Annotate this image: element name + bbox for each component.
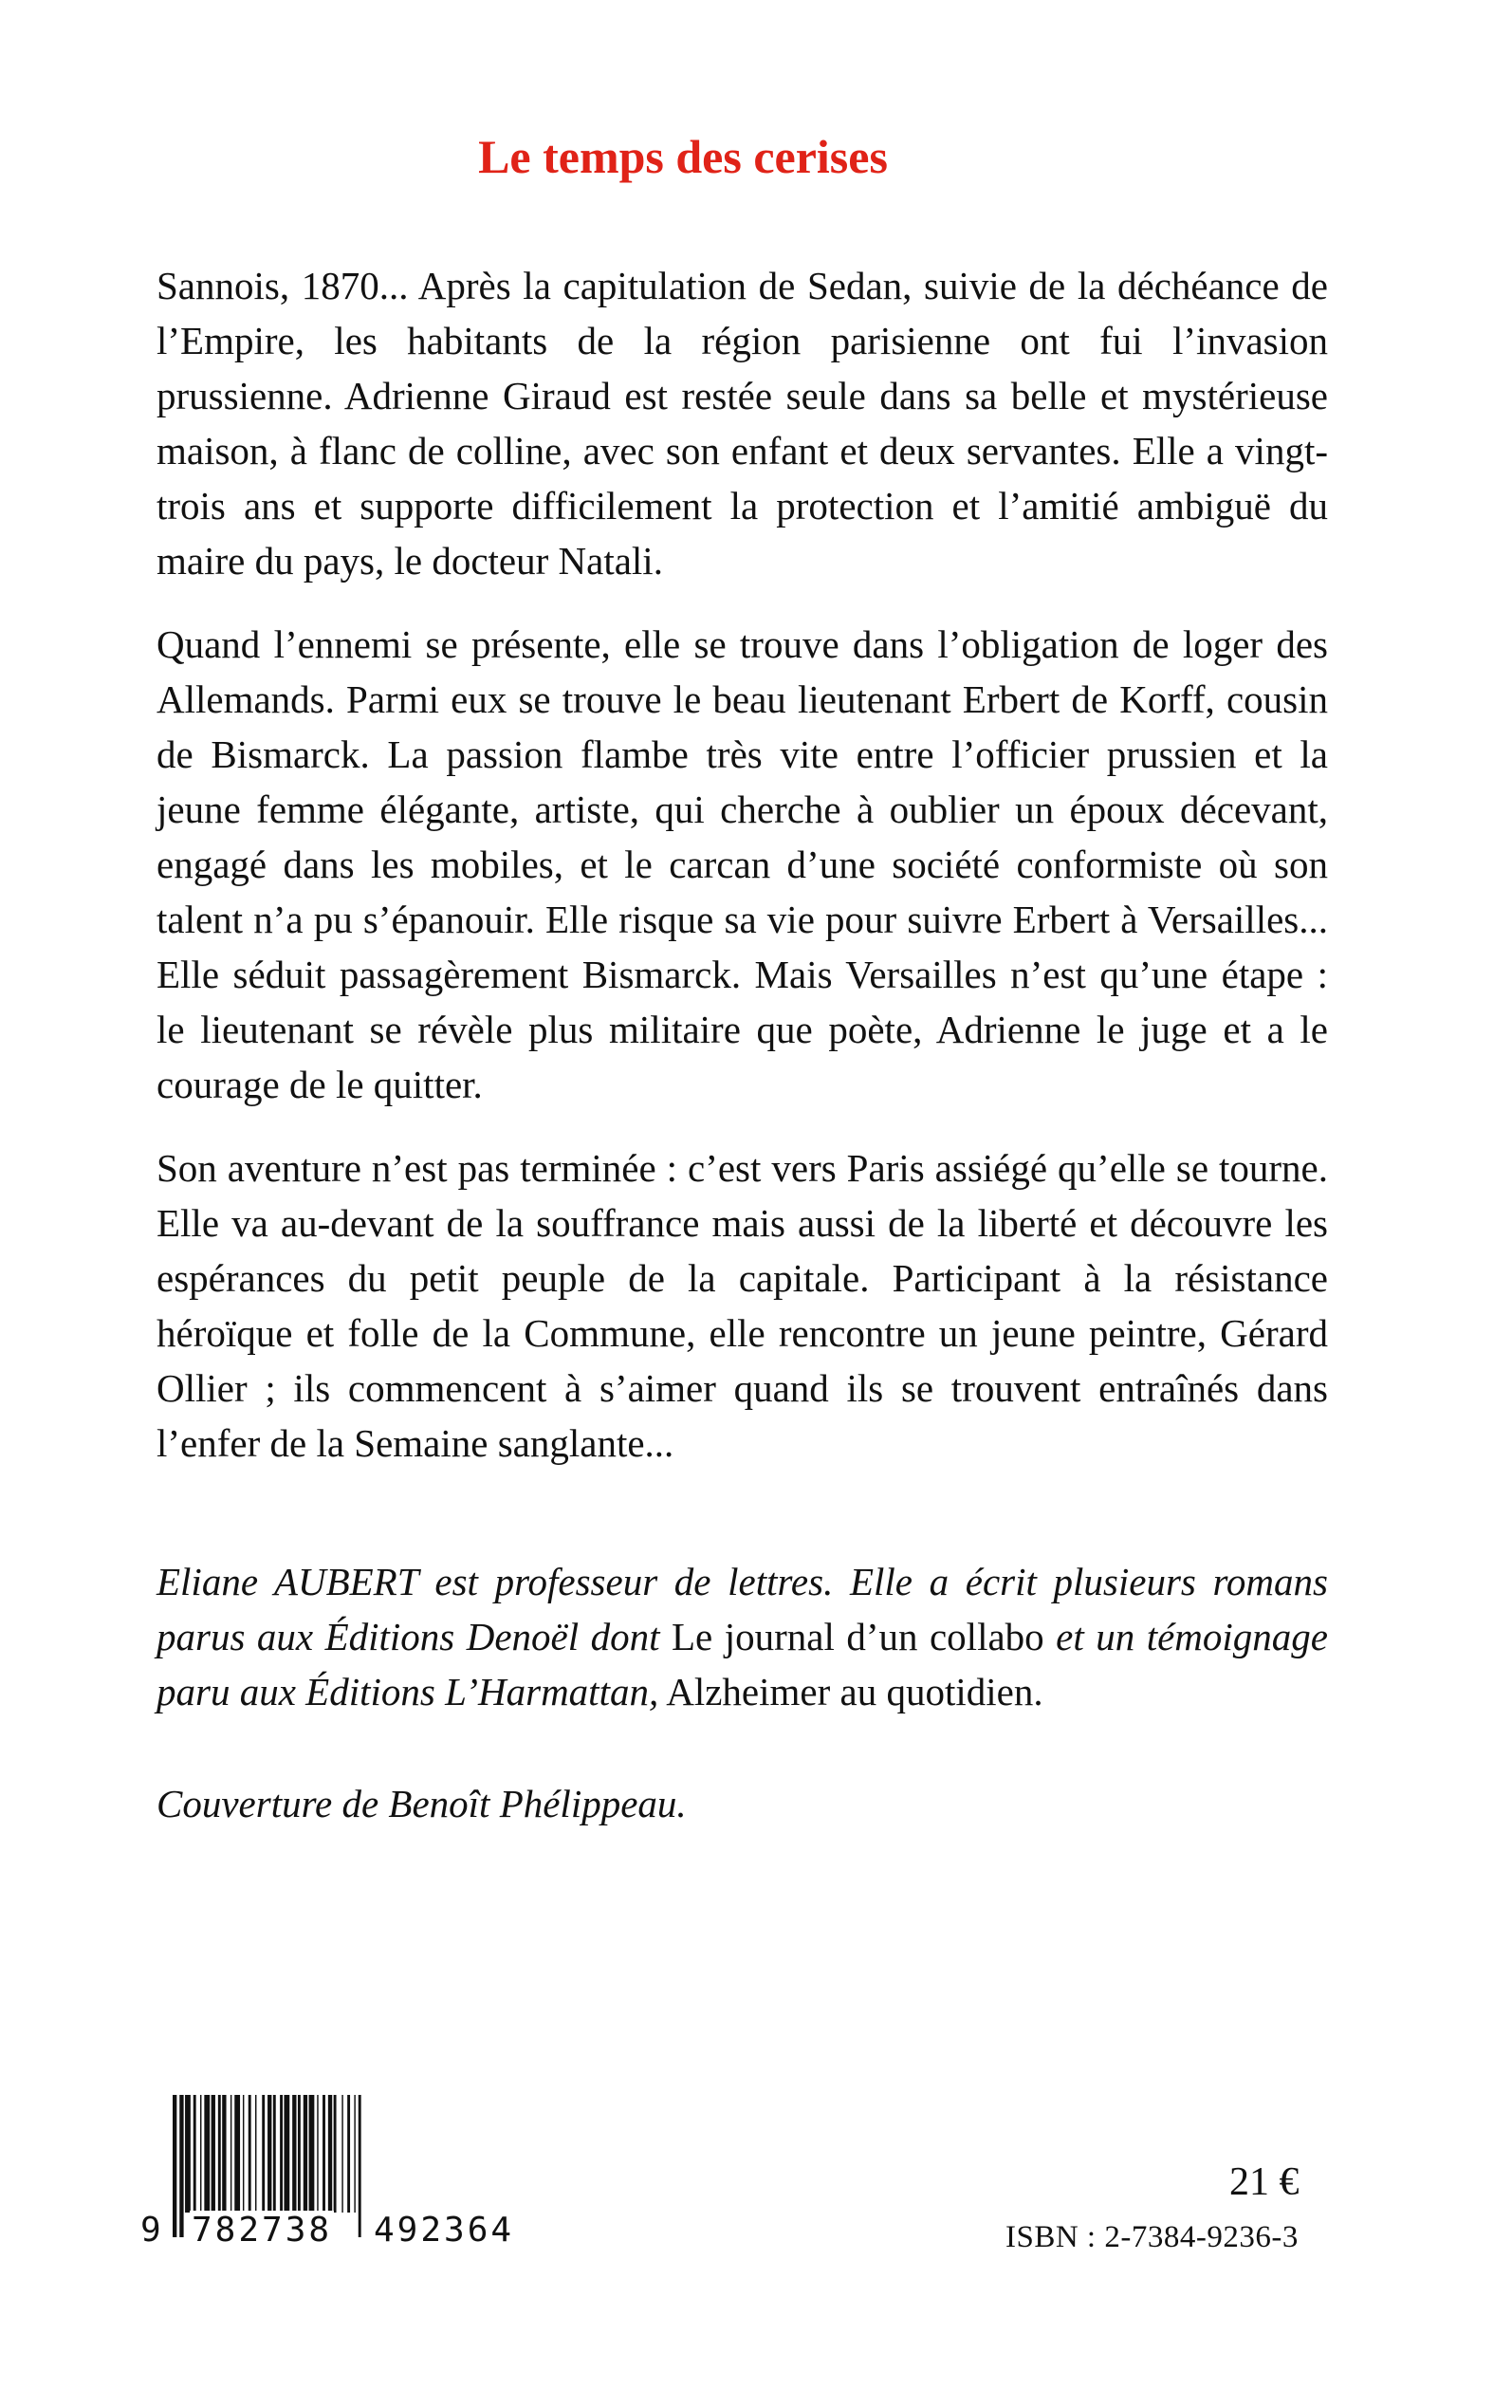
author-note-part1: Eliane AUBERT est professeur de lettres. Elle a écrit plusieurs romans parus aux Éditions Denoël dont [157, 1560, 1328, 1658]
synopsis-paragraph-1: Sannois, 1870... Après la capitulation de Sedan, suivie de la déchéance de l’Empire, les habitants de la région parisienne ont fui l’invasion prussienne. Adrienne Giraud est restée seule dans sa belle et mystérieuse maison, à flanc de colline, avec son enfant et deux servantes. Elle a vingt-trois ans et supporte difficilement la protection et l’amitié ambiguë du maire du pays, le docteur Natali. [157, 264, 1328, 583]
barcode [123, 2095, 541, 2262]
price: 21 € [1229, 2160, 1300, 2204]
author-book-title-2: Alzheimer au quotidien. [666, 1670, 1043, 1713]
barcode-bar [309, 2095, 315, 2213]
barcode-bar [255, 2095, 256, 2213]
author-note-part2: et un témoignage paru aux Éditions L’Harmattan, [157, 1615, 1328, 1713]
barcode-group-1: 782738 [192, 2211, 333, 2250]
synopsis-paragraph-3: Son aventure n’est pas terminée : c’est vers Paris assiégé qu’elle se tourne. Elle va au-devant de la souffrance mais aussi de la liberté et découvre les espérances du petit peuple de la capitale. Participant à la résistance héroïque et folle de la Commune, elle rencontre un jeune peintre, Gérard Ollier ; ils commencent à s’aimer quand ils se trouvent entraînés dans l’enfer de la Semaine sanglante... [157, 1146, 1328, 1465]
barcode-bar [328, 2095, 332, 2213]
barcode-bar [212, 2095, 215, 2213]
barcode-group-2: 492364 [374, 2211, 515, 2250]
barcode-bar [304, 2095, 307, 2213]
author-note [157, 1554, 1328, 1719]
barcode-bar [298, 2095, 301, 2213]
cover-credit: Couverture de Benoît Phélippeau. [157, 1782, 687, 1825]
book-title: Le temps des cerises [478, 130, 888, 183]
barcode-lead-digit: 9 [140, 2211, 164, 2250]
barcode-bar [334, 2095, 337, 2213]
barcode-bar [354, 2095, 355, 2213]
barcode-bar [234, 2095, 240, 2213]
barcode-bar [341, 2095, 342, 2213]
barcode-bar [262, 2095, 265, 2213]
barcode-digits [123, 2211, 541, 2258]
barcode-bar [243, 2095, 244, 2213]
barcode-bar [194, 2095, 196, 2213]
barcode-bar [317, 2095, 318, 2213]
barcode-bar [347, 2095, 350, 2213]
synopsis-paragraph-2: Quand l’ennemi se présente, elle se trouve dans l’obligation de loger des Allemands. Parmi eux se trouve le beau lieutenant Erbert de Korff, cousin de Bismarck. La passion flambe très vite entre l’officier prussien et la jeune femme élégante, artiste, qui cherche à oublier un époux décevant, engagé dans les mobiles, et le carcan d’une société conformiste où son talent n’a pu s’épanouir. Elle risque sa vie pour suivre Erbert à Versailles... Elle séduit passagèrement Bismarck. Mais Versailles n’est qu’une étape : le lieutenant se révèle plus militaire que poète, Adrienne le juge et a le courage de le quitter. [157, 622, 1328, 1106]
barcode-bar [249, 2095, 251, 2213]
back-cover-text [157, 258, 1328, 1860]
author-book-title-1: Le journal d’un collabo [672, 1615, 1044, 1658]
barcode-bar [185, 2095, 191, 2213]
isbn: ISBN : 2-7384-9236-3 [1005, 2220, 1299, 2254]
barcode-bar [323, 2095, 325, 2213]
barcode-bar [284, 2095, 289, 2213]
barcode-bar [280, 2095, 283, 2213]
barcode-bar [204, 2095, 210, 2213]
barcode-bar [218, 2095, 221, 2213]
barcode-bar [200, 2095, 201, 2213]
barcode-bar [222, 2095, 226, 2213]
barcode-bar [292, 2095, 296, 2213]
barcode-bar [230, 2095, 231, 2213]
